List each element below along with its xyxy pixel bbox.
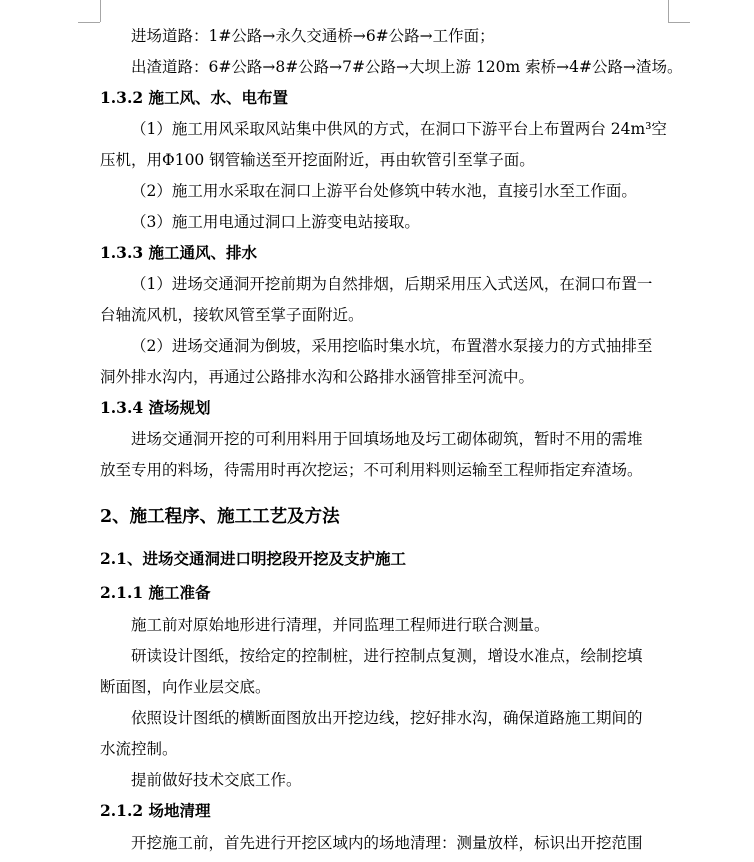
- paragraph-line: 依照设计图纸的横断面图放出开挖边线，挖好排水沟，确保道路施工期间的: [131, 709, 643, 727]
- section-heading-2-1-1: 2.1.1 施工准备: [100, 583, 211, 602]
- paragraph-line: 研读设计图纸，按给定的控制桩，进行控制点复测，增设水准点，绘制挖填: [131, 647, 643, 665]
- crop-mark-top-right-vertical: [668, 0, 669, 22]
- paragraph-line: 台轴流风机，接软风管至掌子面附近。: [100, 306, 364, 324]
- paragraph-line: 放至专用的料场，待需用时再次挖运；不可利用料则运输至工程师指定弃渣场。: [100, 461, 643, 479]
- crop-mark-top-right-horizontal: [668, 22, 690, 23]
- crop-mark-top-left-vertical: [100, 0, 101, 22]
- section-heading-1-3-4: 1.3.4 渣场规划: [100, 398, 211, 417]
- paragraph-line: （2）施工用水采取在洞口上游平台处修筑中转水池，直接引水至工作面。: [131, 182, 637, 200]
- paragraph-line: 施工前对原始地形进行清理，并同监理工程师进行联合测量。: [131, 616, 550, 634]
- paragraph-line: 出渣道路：6#公路→8#公路→7#公路→大坝上游 120m 索桥→4#公路→渣场。: [131, 58, 683, 76]
- paragraph-line: 断面图，向作业层交底。: [100, 678, 271, 696]
- paragraph-line: （3）施工用电通过洞口上游变电站接取。: [131, 213, 420, 231]
- section-heading-1-3-2: 1.3.2 施工风、水、电布置: [100, 88, 289, 107]
- paragraph-line: 压机，用Φ100 钢管输送至开挖面附近，再由软管引至掌子面。: [100, 151, 535, 169]
- paragraph-line: （1）施工用风采取风站集中供风的方式，在洞口下游平台上布置两台 24m³空: [131, 120, 667, 138]
- paragraph-line: 进场道路：1#公路→永久交通桥→6#公路→工作面；: [131, 27, 495, 45]
- paragraph-line: 开挖施工前，首先进行开挖区域内的场地清理：测量放样，标识出开挖范围: [131, 834, 643, 852]
- paragraph-line: 水流控制。: [100, 740, 178, 758]
- paragraph-line: （1）进场交通洞开挖前期为自然排烟，后期采用压入式送风，在洞口布置一: [131, 275, 653, 293]
- paragraph-line: 提前做好技术交底工作。: [131, 771, 302, 789]
- crop-mark-top-left-horizontal: [78, 22, 100, 23]
- section-heading-2-1-2: 2.1.2 场地清理: [100, 801, 211, 820]
- section-heading-1-3-3: 1.3.3 施工通风、排水: [100, 243, 258, 262]
- paragraph-line: （2）进场交通洞为倒坡，采用挖临时集水坑，布置潜水泵接力的方式抽排至: [131, 337, 653, 355]
- chapter-heading-2: 2、施工程序、施工工艺及方法: [100, 507, 340, 527]
- paragraph-line: 洞外排水沟内，再通过公路排水沟和公路排水涵管排至河流中。: [100, 368, 535, 386]
- section-heading-2-1: 2.1、进场交通洞进口明挖段开挖及支护施工: [100, 549, 406, 568]
- paragraph-line: 进场交通洞开挖的可利用料用于回填场地及圬工砌体砌筑，暂时不用的需堆: [131, 430, 643, 448]
